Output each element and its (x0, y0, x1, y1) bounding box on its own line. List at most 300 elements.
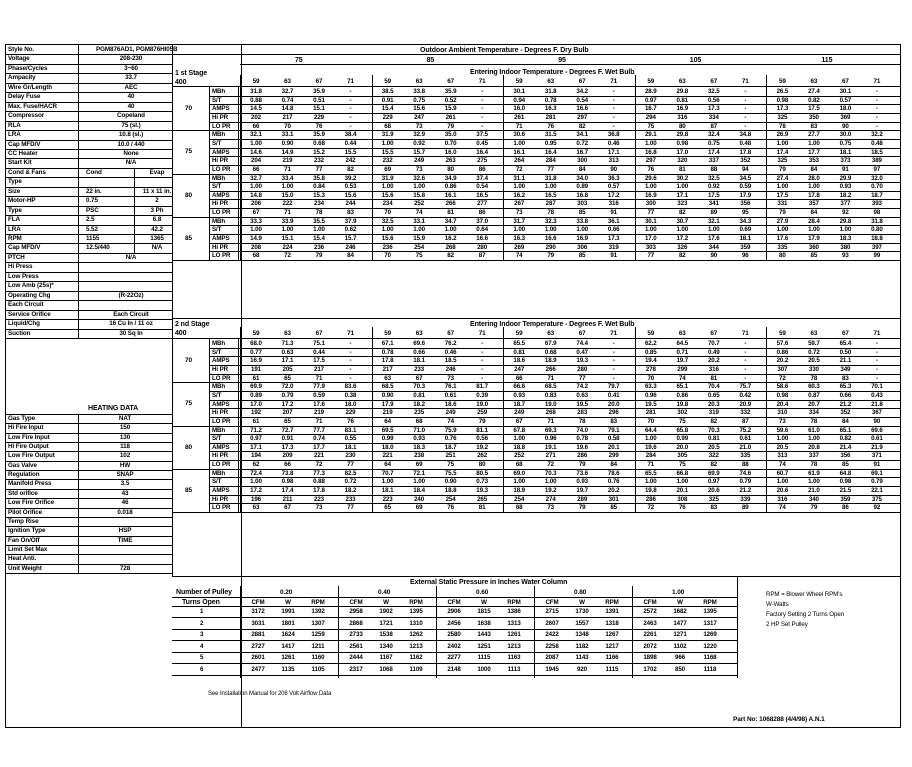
cell-value: 69 (415, 461, 423, 469)
esp-turns: 3 (200, 631, 204, 638)
cell-value: 80 (478, 461, 486, 469)
cell-value: 70 (384, 252, 391, 260)
cell-value: - (875, 357, 878, 365)
cell-value: 68 (415, 417, 423, 425)
cell-value: 1.00 (544, 183, 557, 191)
esp-sub: CFM (251, 599, 265, 606)
spec-value: 208-230 (119, 55, 143, 63)
cell-value: 77.3 (313, 469, 325, 477)
cell-value: 69.9 (707, 469, 720, 477)
cell-value: 1.00 (776, 478, 789, 486)
cell-value: 275 (477, 157, 488, 165)
cell-value: 0.44 (344, 139, 357, 147)
cell-value: 19.1 (544, 443, 557, 451)
cell-value: 249 (514, 409, 525, 417)
cell-value: 97 (873, 165, 881, 173)
cell-value: 26.9 (776, 131, 789, 139)
row-line (210, 260, 901, 261)
cell-value: 236 (313, 243, 325, 251)
esp-cell: 3172 (251, 608, 265, 615)
heating-value: HSP (118, 527, 132, 535)
spec-value: None (123, 149, 139, 157)
esp-cell: 1271 (673, 631, 687, 638)
cell-value: 16.9 (250, 357, 262, 365)
cell-value: 91 (610, 252, 618, 260)
legend-item: Factory Setting 2 Turns Open (766, 611, 845, 618)
cell-value: 67 (284, 504, 291, 512)
cell-value: 0.81 (413, 391, 425, 399)
esp-sub: W (579, 599, 585, 606)
cell-value: 0.75 (413, 96, 425, 104)
cell-value: 79 (578, 504, 586, 512)
cell-value: 0.46 (607, 139, 620, 147)
esp-cell: 2715 (545, 608, 559, 615)
cell-value: 85 (842, 461, 849, 469)
cell-value: 0.55 (344, 435, 357, 443)
cell-value: 16.7 (576, 148, 589, 156)
cell-value: 19.7 (676, 357, 689, 365)
cell-value: 72 (547, 461, 555, 469)
cell-value: 82 (710, 461, 718, 469)
cell-value: 21.1 (839, 357, 852, 365)
spec-key: Cap MFD/V (8, 244, 41, 252)
heating-value: 0.018 (117, 508, 133, 516)
cell-value: - (481, 113, 484, 121)
cell-value: 0.82 (808, 96, 820, 104)
cell-value: - (481, 365, 484, 373)
stage2-label: 2 nd Stage (175, 321, 210, 328)
esp-cell: 1160 (311, 654, 325, 661)
spec-key: Liquid/Chg (8, 320, 40, 328)
cell-value: 75 (447, 461, 454, 469)
esp-cell: 2456 (447, 619, 461, 627)
cell-value: 230 (345, 452, 356, 460)
cell-value: 1.00 (413, 183, 425, 191)
cell-value: 77 (315, 165, 323, 173)
cell-value: 0.81 (707, 435, 720, 443)
cell-value: 77 (647, 209, 655, 217)
cell-value: 0.93 (413, 435, 425, 443)
spec-value: 3~60 (124, 64, 138, 72)
cell-value: 31.5 (544, 131, 557, 139)
cell-value: 1.00 (381, 139, 394, 147)
cell-value: 17.6 (313, 400, 325, 408)
cell-value: 71 (547, 374, 555, 382)
cell-value: 0.95 (544, 139, 557, 147)
cell-value: 337 (808, 452, 819, 460)
esp-value: 1.00 (672, 589, 685, 596)
cell-value: - (349, 113, 352, 121)
spec-value: PSC (86, 206, 99, 214)
cell-value: 0.92 (707, 183, 720, 191)
cell-value: 1.00 (644, 435, 657, 443)
cell-value: 78 (810, 417, 818, 425)
cell-value: 19.6 (576, 443, 589, 451)
outdoor-line (240, 64, 901, 65)
cell-value: 77 (547, 165, 555, 173)
cell-value: 17.0 (644, 235, 657, 243)
cell-value: 20.8 (808, 443, 820, 451)
wb-col-label: 71 (347, 330, 354, 337)
cell-value: 17.5 (776, 191, 789, 199)
cell-value: 0.49 (707, 348, 720, 356)
cell-value: 1.00 (808, 183, 820, 191)
spec-key: Voltage (8, 55, 30, 63)
cell-value: 0.86 (444, 183, 457, 191)
cell-value: - (349, 357, 352, 365)
cell-value: 373 (840, 157, 851, 165)
cell-value: 0.94 (513, 96, 526, 104)
esp-cell: 2572 (643, 608, 657, 615)
cell-value: 287 (545, 200, 556, 208)
cell-value: 219 (282, 157, 293, 165)
spec-key: Ampacity (8, 74, 36, 82)
cell-value: 17.8 (313, 487, 325, 495)
rowlabel-divider-r (238, 339, 239, 512)
spec-value: N/A (125, 253, 137, 261)
wb-col-label: 67 (841, 78, 849, 85)
cell-value: 65.3 (839, 383, 852, 391)
cell-value: 234 (313, 200, 325, 208)
cell-value: - (875, 96, 878, 104)
cell-value: 0.47 (576, 348, 589, 356)
esp-cell: 1261 (507, 631, 521, 638)
cell-value: 19.3 (576, 357, 589, 365)
cell-value: 78.6 (607, 469, 620, 477)
esp-cell: 1313 (507, 619, 521, 627)
heating-key: Fan On/Off (8, 536, 40, 544)
cell-value: - (612, 122, 615, 130)
cell-value: 17.0 (676, 148, 689, 156)
esp-cell: 1113 (507, 665, 521, 673)
cell-value: 18.5 (871, 148, 883, 156)
spec-key: Size (8, 187, 21, 195)
cell-value: 18.9 (513, 487, 526, 495)
cell-value: 34.9 (444, 174, 457, 182)
wb-col-label: 71 (741, 78, 749, 85)
wb-col-label: 59 (647, 330, 655, 337)
cell-value: 68 (515, 504, 523, 512)
cell-value: 1.00 (281, 226, 294, 234)
heating-key: Limit Set Max (8, 545, 48, 553)
cell-value: - (875, 122, 878, 130)
cell-value: 79 (478, 417, 486, 425)
cell-value: 75 (678, 461, 686, 469)
esp-value: 0.40 (378, 589, 391, 596)
cell-value: 64 (384, 417, 391, 425)
cell-value: - (744, 122, 747, 130)
cell-value: 82 (710, 417, 718, 425)
cell-value: 18.3 (839, 235, 852, 243)
heating-key: Temp Rise (8, 517, 39, 525)
cell-value: 21.5 (839, 487, 852, 495)
cell-value: 66 (252, 122, 260, 130)
cell-value: 211 (282, 495, 293, 503)
wb-col-label: 59 (384, 78, 391, 85)
esp-cell: 1251 (477, 642, 491, 650)
row-label: AMPS (212, 400, 230, 408)
group-divider (766, 327, 767, 512)
cell-value: 16.4 (544, 148, 557, 156)
cell-value: 0.66 (607, 226, 620, 234)
cell-value: 21.0 (739, 443, 752, 451)
cell-value: 65 (384, 504, 391, 512)
cell-value: 32.3 (544, 217, 557, 225)
cell-value: 0.84 (313, 183, 325, 191)
cell-value: 1.00 (513, 139, 526, 147)
esp-cell: 2958 (349, 608, 363, 615)
cell-value: 95 (741, 209, 749, 217)
spec-key: Low Amb (25s)* (8, 282, 54, 290)
cell-value: 77.9 (313, 383, 325, 391)
cell-value: 1.00 (513, 435, 526, 443)
cell-value: 0.82 (839, 435, 852, 443)
esp-cell: 966 (674, 654, 686, 661)
cell-value: 80 (779, 252, 786, 260)
cell-value: 0.73 (476, 478, 488, 486)
cell-value: 269 (514, 243, 525, 251)
esp-cell: 1135 (281, 665, 295, 673)
cell-value: 81 (478, 504, 486, 512)
cell-value: 71 (284, 165, 291, 173)
cell-value: 19.2 (544, 487, 557, 495)
esp-group-divider (436, 586, 437, 678)
cell-value: 65.8 (676, 426, 689, 434)
cell-value: 18.8 (513, 443, 526, 451)
cell-value: 15.9 (413, 235, 425, 243)
esp-cell: 1261 (281, 654, 295, 661)
cell-value: 60.3 (808, 383, 820, 391)
cell-value: 339 (740, 495, 751, 503)
spec-key: Cap MFD/V (8, 140, 41, 148)
cell-value: 0.50 (839, 348, 852, 356)
wb-col-label: 71 (478, 330, 486, 337)
cell-value: 0.43 (871, 391, 883, 399)
spec-col-divider (78, 45, 79, 338)
cell-value: 0.59 (739, 183, 752, 191)
cell-value: 0.64 (476, 226, 488, 234)
cell-value: 1.00 (381, 226, 394, 234)
heating-key: Low Fire Input (8, 433, 50, 441)
cell-value: 1.00 (644, 478, 657, 486)
cell-value: 67.8 (513, 426, 526, 434)
cell-value: 0.71 (676, 348, 689, 356)
esp-cell: 1386 (507, 608, 521, 615)
cell-value: 73 (415, 165, 423, 173)
heating-key: Hi Fire Input (8, 424, 44, 432)
spec-value: Each Circuit (113, 310, 149, 318)
cell-value: 0.98 (676, 139, 689, 147)
cell-value: 15.0 (281, 191, 294, 199)
db-temp: 85 (185, 234, 193, 242)
cell-value: 242 (345, 157, 356, 165)
cell-value: 0.90 (381, 391, 394, 399)
esp-cell: 2477 (251, 665, 265, 673)
row-label: LO PR (212, 165, 231, 173)
cell-value: 0.88 (250, 96, 262, 104)
outdoor-temp-label: 95 (558, 57, 566, 64)
spec-divider (5, 177, 173, 178)
cell-value: 356 (740, 200, 751, 208)
db-temp: 70 (185, 105, 193, 112)
esp-cell: 2463 (643, 619, 657, 627)
cell-value: 14.8 (281, 105, 294, 113)
cell-value: 0.54 (576, 96, 589, 104)
cell-value: 78 (779, 122, 786, 130)
cell-value: 16.3 (513, 235, 526, 243)
cell-value: 19.5 (644, 400, 657, 408)
row-label: S/T (212, 348, 222, 356)
cell-value: 222 (282, 200, 293, 208)
cell-value: - (349, 105, 352, 113)
row-label: S/T (212, 226, 222, 234)
cell-value: 1.00 (644, 226, 657, 234)
group-divider (372, 327, 373, 512)
cell-value: 278 (645, 365, 656, 373)
cell-value: 0.98 (839, 478, 852, 486)
cell-value: 75 (415, 252, 423, 260)
wb-col-label: 59 (778, 78, 786, 85)
cell-value: 21.0 (808, 487, 820, 495)
cell-value: 72.4 (250, 469, 262, 477)
cell-value: - (744, 357, 747, 365)
row-label: AMPS (212, 443, 230, 451)
cell-value: - (744, 105, 747, 113)
cell-value: 70.7 (381, 469, 394, 477)
cell-value: 71.2 (250, 426, 262, 434)
row-label: AMPS (212, 235, 230, 243)
cell-value: 0.57 (839, 96, 852, 104)
cell-value: 27.7 (808, 131, 820, 139)
cell-value: 74 (779, 504, 786, 512)
cell-value: 0.51 (313, 96, 325, 104)
cell-value: 286 (577, 452, 588, 460)
heating-key: Std orifice (8, 489, 38, 497)
cell-value: 0.72 (808, 348, 820, 356)
spec-value-evap: N/A (151, 244, 163, 252)
row-label: Hi PR (212, 409, 229, 417)
wb-col-label: 67 (578, 330, 586, 337)
cell-value: 0.69 (739, 226, 752, 234)
esp-cell: 2733 (349, 631, 363, 638)
esp-sub: CFM (447, 599, 461, 606)
cell-value: 17.9 (739, 191, 752, 199)
cell-value: 81 (678, 165, 686, 173)
esp-sub-line (172, 597, 737, 598)
row-label: AMPS (212, 105, 230, 113)
cell-value: 0.78 (381, 348, 394, 356)
db-temp: 80 (185, 443, 193, 451)
cell-value: 33.1 (413, 217, 425, 225)
cell-value: 37.5 (476, 131, 488, 139)
row-label: S/T (212, 96, 222, 104)
cell-value: 1.00 (381, 183, 394, 191)
cell-value: 32.4 (707, 131, 720, 139)
cell-value: 332 (740, 409, 751, 417)
cell-value: 300 (645, 200, 656, 208)
cell-value: 76 (547, 122, 555, 130)
cell-value: 78 (810, 461, 818, 469)
esp-cell: 2727 (251, 642, 265, 650)
cell-value: 335 (777, 243, 788, 251)
cell-value: 79 (578, 461, 586, 469)
row-label: LO PR (212, 374, 231, 382)
cell-value: 208 (250, 243, 262, 251)
cell-value: 84 (610, 461, 618, 469)
cell-value: 78 (315, 209, 323, 217)
cell-value: 0.79 (739, 478, 752, 486)
cell-value: 87 (478, 252, 486, 260)
cell-value: 229 (313, 113, 325, 121)
cell-value: 74 (415, 209, 423, 217)
cell-value: 29.6 (644, 174, 657, 182)
cell-value: 90 (842, 122, 849, 130)
esp-sub: RPM (605, 599, 619, 606)
cell-value: - (481, 105, 484, 113)
cell-value: 14.9 (281, 148, 294, 156)
cell-value: 19.6 (644, 443, 657, 451)
cell-value: 36.1 (607, 217, 620, 225)
cell-value: 17.5 (808, 105, 820, 113)
stage-sep (172, 318, 901, 319)
cell-value: 20.3 (707, 400, 720, 408)
cell-value: 73 (315, 504, 323, 512)
cell-value: 66.8 (676, 469, 689, 477)
cell-value: 68 (515, 461, 523, 469)
spec-value: 22 in. (86, 187, 102, 195)
cell-value: 246 (445, 365, 456, 373)
spec-divider (5, 338, 173, 339)
cell-value: 1.00 (808, 435, 820, 443)
cell-value: 70 (384, 209, 391, 217)
cell-value: 90 (710, 252, 718, 260)
cell-value: 268 (445, 243, 456, 251)
cell-value: 0.56 (476, 435, 488, 443)
cell-value: 352 (740, 157, 751, 165)
cell-value: 15.1 (281, 235, 294, 243)
cell-value: 83 (842, 374, 849, 382)
cell-value: 0.74 (313, 435, 325, 443)
cell-value: 280 (477, 243, 488, 251)
cell-value: 72 (284, 252, 291, 260)
cell-value: 64.4 (644, 426, 657, 434)
cell-value: 35.8 (313, 174, 325, 182)
cell-value: 1.00 (644, 139, 657, 147)
cell-value: 69 (384, 165, 391, 173)
cell-value: 16.8 (644, 148, 657, 156)
spec-key: Compressor (8, 112, 45, 120)
cell-value: - (612, 357, 615, 365)
esp-cell: 1682 (673, 608, 687, 615)
esp-sub: W (285, 599, 291, 606)
esp-group-divider (240, 586, 241, 678)
wb-col-label: 63 (284, 78, 291, 85)
cell-value: - (612, 105, 615, 113)
cell-value: 20.1 (607, 443, 620, 451)
esp-group-divider (632, 586, 633, 678)
cell-value: 79 (810, 504, 818, 512)
row-label: LO PR (212, 417, 231, 425)
heating-value: NAT (118, 415, 132, 422)
cell-value: 349 (840, 365, 851, 373)
cell-value: 18.1 (344, 443, 357, 451)
cell-value: 83 (710, 504, 718, 512)
row-label: AMPS (212, 357, 230, 365)
cell-value: 18.2 (839, 191, 852, 199)
cell-value: 64.5 (676, 340, 689, 347)
cell-value: 325 (777, 113, 788, 121)
cell-value: 0.59 (313, 391, 325, 399)
